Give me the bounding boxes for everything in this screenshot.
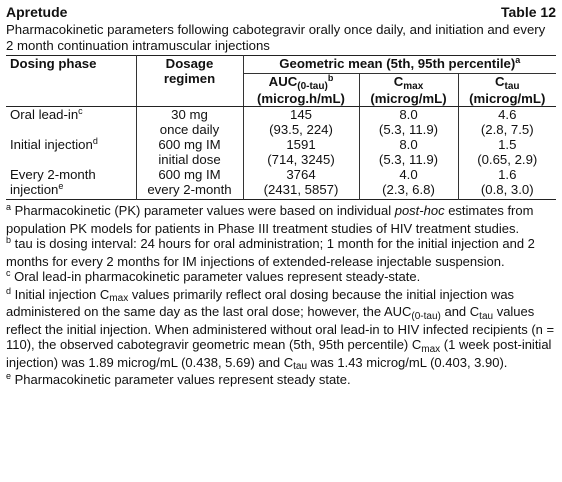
auc-cell: 145 (93.5, 224): [243, 107, 359, 138]
footnote-d: $^d$ Initial injection Cmax values primarily reflect oral dosing because the initial injection was administered on the same day as the last oral dose; however, the AUC(0-tau) and Ctau values reflect the initial injection. When administered without oral lead-in to HIV infected recipients (n = 110), the observed cabotegravir geometric mean (5th, 95th percentile) Cmax (1 week post-initial injection) was 1.89 microg/mL (0.438, 5.69) and Ctau was 1.43 microg/mL (0.403, 3.90).: [6, 285, 555, 372]
document-header: [6, 4, 556, 21]
brand-title: Apretude: [6, 4, 68, 20]
dosing-phase-cell: Every 2-month injection$^e$: [10, 167, 96, 197]
footnotes: [6, 203, 556, 390]
dosage-regimen-cell: 600 mg IM every 2-month: [136, 167, 243, 200]
ctau-cell: 1.6 (0.8, 3.0): [458, 167, 556, 200]
geometric-mean-header: Geometric mean (5th, 95th percentile)$^a$: [243, 56, 556, 74]
footnote-c: $^c$ Oral lead-in pharmacokinetic parameter values represent steady-state.: [6, 268, 421, 284]
table-row: [6, 107, 556, 138]
ctau-cell: 1.5 (0.65, 2.9): [458, 137, 556, 167]
auc-header: $AUC(0-tau)^b$ (microg.h/mL): [243, 74, 359, 107]
pk-table: [6, 55, 556, 200]
cmax-cell: 4.0 (2.3, 6.8): [359, 167, 458, 200]
dosage-regimen-header: Dosage regimen: [136, 56, 243, 107]
auc-cell: 1591 (714, 3245): [243, 137, 359, 167]
cmax-cell: 8.0 (5.3, 11.9): [359, 137, 458, 167]
ctau-cell: 4.6 (2.8, 7.5): [458, 107, 556, 138]
dosing-phase-header: Dosing phase: [6, 56, 136, 107]
footnote-a: $^a$ Pharmacokinetic (PK) parameter values were based on individual post-hoc estimates from population PK models for patients in Phase III treatment studies of HIV treatment studies.: [6, 202, 534, 236]
table-row: [6, 137, 556, 167]
table-row: [6, 167, 556, 200]
auc-cell: 3764 (2431, 5857): [243, 167, 359, 200]
dosage-regimen-cell: 30 mg once daily: [136, 107, 243, 138]
table-number: Table 12: [501, 4, 556, 20]
cmax-cell: 8.0 (5.3, 11.9): [359, 107, 458, 138]
cmax-header: Cmax (microg/mL): [359, 74, 458, 107]
ctau-header: Ctau (microg/mL): [458, 74, 556, 107]
table-caption: Pharmacokinetic parameters following cabotegravir orally once daily, and initiation and every 2 month continuation intramuscular injections: [6, 22, 546, 53]
footnote-e: $^e$ Pharmacokinetic parameter values represent steady state.: [6, 371, 351, 387]
dosing-phase-cell: Oral lead-$in^c$: [10, 106, 83, 122]
dosage-regimen-cell: 600 mg IM initial dose: [136, 137, 243, 167]
footnote-b: $^b$ tau is dosing interval: 24 hours for oral administration; 1 month for the initial injection and 2 months for every 2 months for IM injections of extended-release injectable suspension.: [6, 235, 535, 269]
dosing-phase-cell: Initial injection$^d$: [10, 136, 98, 152]
